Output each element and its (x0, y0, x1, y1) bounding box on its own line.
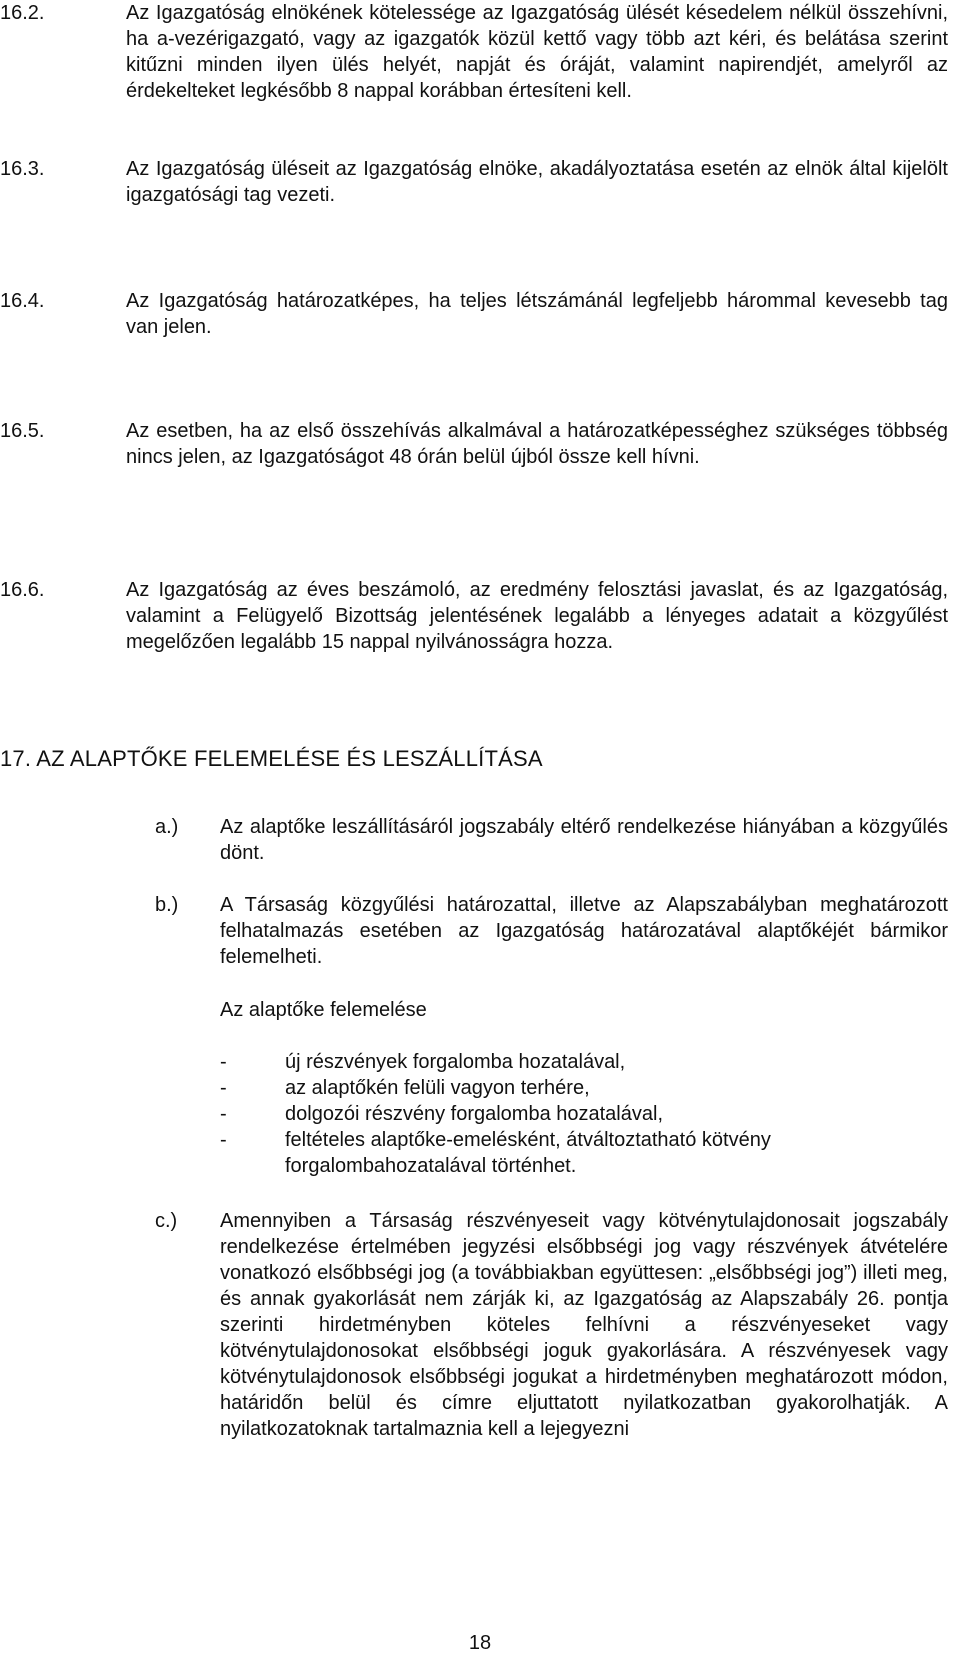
list-item (220, 1127, 948, 1179)
section-number: 16.3. (0, 158, 45, 180)
dash-marker: - (220, 1051, 227, 1073)
item-b-list (220, 1049, 948, 1179)
list-item-text: feltételes alaptőke-emelésként, átváltoztatható kötvény forgalombahozatalával történhet. (285, 1129, 771, 1177)
list-item-text: új részvények forgalomba hozatalával, (285, 1051, 626, 1073)
section-number: 16.6. (0, 579, 45, 601)
item-text: Amennyiben a Társaság részvényeseit vagy kötvénytulajdonosait jogszabály rendelkezése értelmében jegyzési elsőbbségi jog vagy részvények átvételére vonatkozó elsőbbségi jog (a továbbiakban együttesen: „elsőbbségi jog”) illeti meg, és annak gyakorlását nem zárják ki, az Igazgatóság az Alapszabály 26. pontja szerinti hirdetményben köteles felhívni a részvényeseket vagy kötvénytulajdonosokat elsőbbségi joguk gyakorlására. A részvényesek vagy kötvénytulajdonosok elsőbbségi jogukat a hirdetményben meghatározott módon, határidőn belül és címre eljuttatott nyilatkozatban gyakorolhatják. A nyilatkozatoknak tartalmaznia kell a lejegyezni (220, 1210, 948, 1440)
item-text: A Társaság közgyűlési határozattal, illetve az Alapszabályban meghatározott felhatalmazás esetében az Igazgatóság határozatával alaptőkéjét bármikor felemelheti. (220, 894, 948, 968)
section-number: 16.2. (0, 2, 45, 24)
list-item (220, 1075, 948, 1101)
item-label: a.) (155, 816, 179, 838)
list-item (220, 1049, 948, 1075)
item-label: b.) (155, 894, 179, 916)
chapter-heading: 17. AZ ALAPTŐKE FELEMELÉSE ÉS LESZÁLLÍTÁSA (0, 746, 543, 771)
section-text: Az esetben, ha az első összehívás alkalmával a határozatképességhez szükséges többség nincs jelen, az Igazgatóságot 48 órán belül újból össze kell hívni. (126, 420, 948, 468)
section-text: Az Igazgatóság határozatképes, ha teljes létszámánál legfeljebb hárommal kevesebb tag van jelen. (126, 290, 948, 338)
list-item-text: dolgozói részvény forgalomba hozatalával, (285, 1103, 663, 1125)
item-label: c.) (155, 1210, 178, 1232)
dash-marker: - (220, 1129, 227, 1151)
item-subheading: Az alaptőke felemelése (220, 999, 427, 1021)
item-text: Az alaptőke leszállításáról jogszabály eltérő rendelkezése hiányában a közgyűlés dönt. (220, 816, 948, 864)
section-number: 16.5. (0, 420, 45, 442)
list-item (220, 1101, 948, 1127)
section-text: Az Igazgatóság üléseit az Igazgatóság elnöke, akadályoztatása esetén az elnök által kijelölt igazgatósági tag vezeti. (126, 158, 948, 206)
list-item-text: az alaptőkén felüli vagyon terhére, (285, 1077, 590, 1099)
page-number: 18 (468, 1632, 492, 1654)
dash-marker: - (220, 1103, 227, 1125)
section-text: Az Igazgatóság az éves beszámoló, az eredmény felosztási javaslat, és az Igazgatóság, valamint a Felügyelő Bizottság jelentésének legalább a lényeges adatait a közgyűlést megelőzően legalább 15 nappal nyilvánosságra hozza. (126, 579, 948, 653)
section-text: Az Igazgatóság elnökének kötelessége az Igazgatóság ülését késedelem nélkül összehívni, ha a‑vezérigazgató, vagy az igazgatók közül kettő vagy több azt kéri, és belátása szerint kitűzni minden ilyen ülés helyét, napját és óráját, valamint napirendjét, amelyről az érdekelteket legkésőbb 8 nappal korábban értesíteni kell. (126, 2, 948, 102)
section-number: 16.4. (0, 290, 45, 312)
dash-marker: - (220, 1077, 227, 1099)
